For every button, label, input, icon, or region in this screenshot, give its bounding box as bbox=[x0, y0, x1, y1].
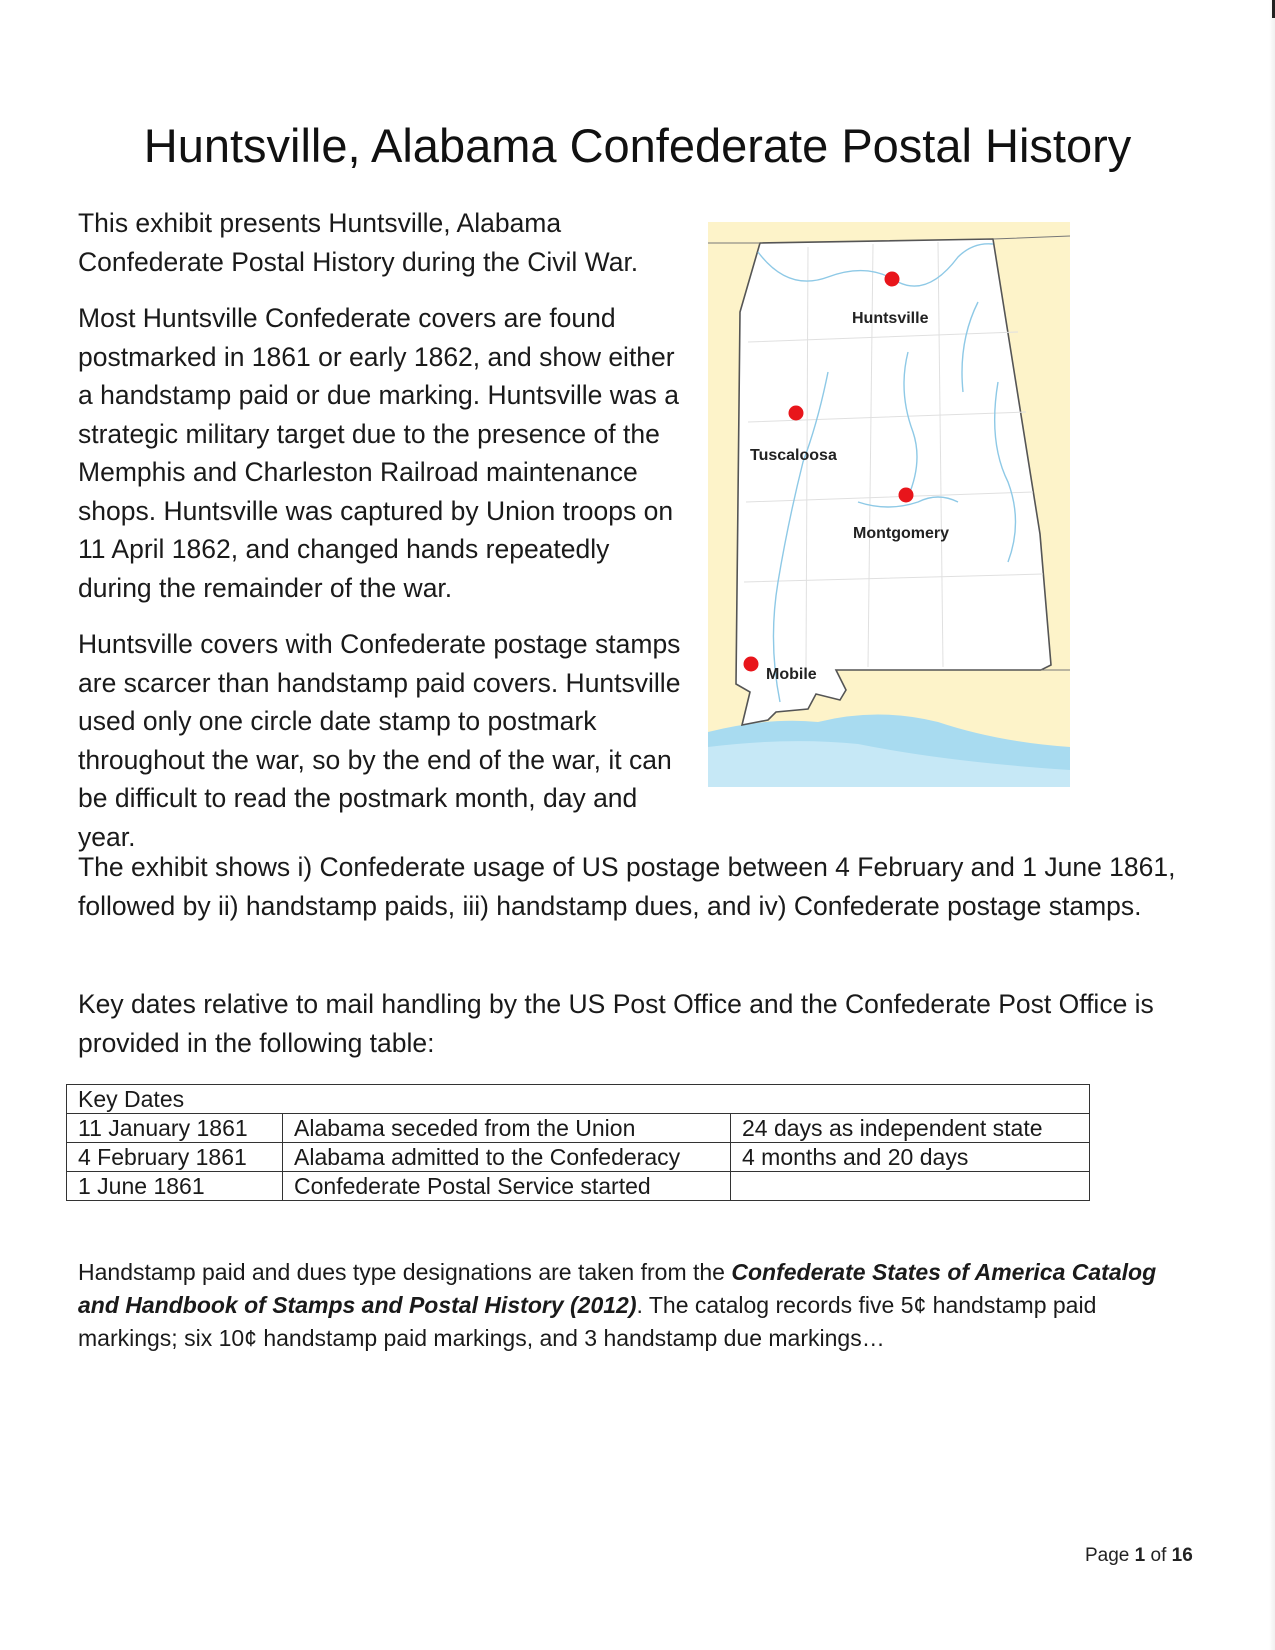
page-number-prefix: Page bbox=[1085, 1545, 1135, 1566]
intro-paragraph-2: Most Huntsville Confederate covers are found postmarked in 1861 or early 1862, and show either a handstamp paid or due marking. Huntsville was a strategic military target due to the presence of the Memphis and Charleston Railroad maintenance shops. Huntsville was captured by Union troops on 11 April 1862, and changed hands repeatedly during the remainder of the war. bbox=[78, 303, 679, 603]
footnote-text-after: . The catalog records five 5¢ handstamp paid markings; six 10¢ handstamp paid markings, and 3 handstamp due markings… bbox=[78, 1292, 1097, 1351]
page-number bbox=[1085, 1545, 1193, 1567]
catalog-footnote bbox=[78, 1256, 1188, 1355]
table-header-cell: Key Dates bbox=[67, 1085, 1090, 1114]
page-number-total: 16 bbox=[1171, 1545, 1193, 1566]
map-label-montgomery: Montgomery bbox=[853, 525, 949, 542]
intro-paragraph-1: This exhibit presents Huntsville, Alabama Confederate Postal History during the Civil War. bbox=[78, 208, 639, 277]
event-cell: Confederate Postal Service started bbox=[283, 1172, 731, 1201]
map-label-mobile: Mobile bbox=[766, 666, 817, 683]
page-number-of: of bbox=[1145, 1545, 1172, 1566]
intro-section bbox=[78, 204, 1178, 874]
date-cell: 11 January 1861 bbox=[67, 1114, 283, 1143]
catalog-title: Confederate States of America Catalog and Handbook of Stamps and Postal History (2012) bbox=[78, 1259, 1157, 1318]
note-cell: 24 days as independent state bbox=[731, 1114, 1090, 1143]
page-title: Huntsville, Alabama Confederate Postal History bbox=[143, 119, 1132, 172]
event-cell: Alabama admitted to the Confederacy bbox=[283, 1143, 731, 1172]
table-row bbox=[67, 1172, 1090, 1201]
event-cell: Alabama seceded from the Union bbox=[283, 1114, 731, 1143]
exhibit-shows-paragraph: The exhibit shows i) Confederate usage of US postage between 4 February and 1 June 1861, followed by ii) handstamp paids, iii) handstamp dues, and iv) Confederate postage stamps. bbox=[78, 852, 1176, 921]
table-row bbox=[67, 1143, 1090, 1172]
table-row bbox=[67, 1114, 1090, 1143]
key-dates-intro-section bbox=[78, 985, 1198, 1062]
date-cell: 1 June 1861 bbox=[67, 1172, 283, 1201]
intro-paragraph-3: Huntsville covers with Confederate postage stamps are scarcer than handstamp paid covers. Huntsville used only one circle date stamp to postmark throughout the war, so by the end of the war, it can be difficult to read the postmark month, day and year. bbox=[78, 629, 681, 852]
footnote-text-before: Handstamp paid and dues type designations are taken from the bbox=[78, 1259, 732, 1285]
date-cell: 4 February 1861 bbox=[67, 1143, 283, 1172]
alabama-map bbox=[708, 222, 1070, 787]
map-label-tuscaloosa: Tuscaloosa bbox=[750, 447, 837, 464]
table-header-row bbox=[67, 1085, 1090, 1114]
page-number-current: 1 bbox=[1134, 1545, 1146, 1566]
page-shadow bbox=[1269, 0, 1275, 1650]
key-dates-intro-paragraph: Key dates relative to mail handling by the US Post Office and the Confederate Post Office is provided in the following table: bbox=[78, 989, 1154, 1058]
note-cell bbox=[731, 1172, 1090, 1201]
note-cell: 4 months and 20 days bbox=[731, 1143, 1090, 1172]
key-dates-table bbox=[66, 1084, 1090, 1201]
map-label-huntsville: Huntsville bbox=[852, 310, 929, 327]
exhibit-shows-section bbox=[78, 848, 1198, 925]
